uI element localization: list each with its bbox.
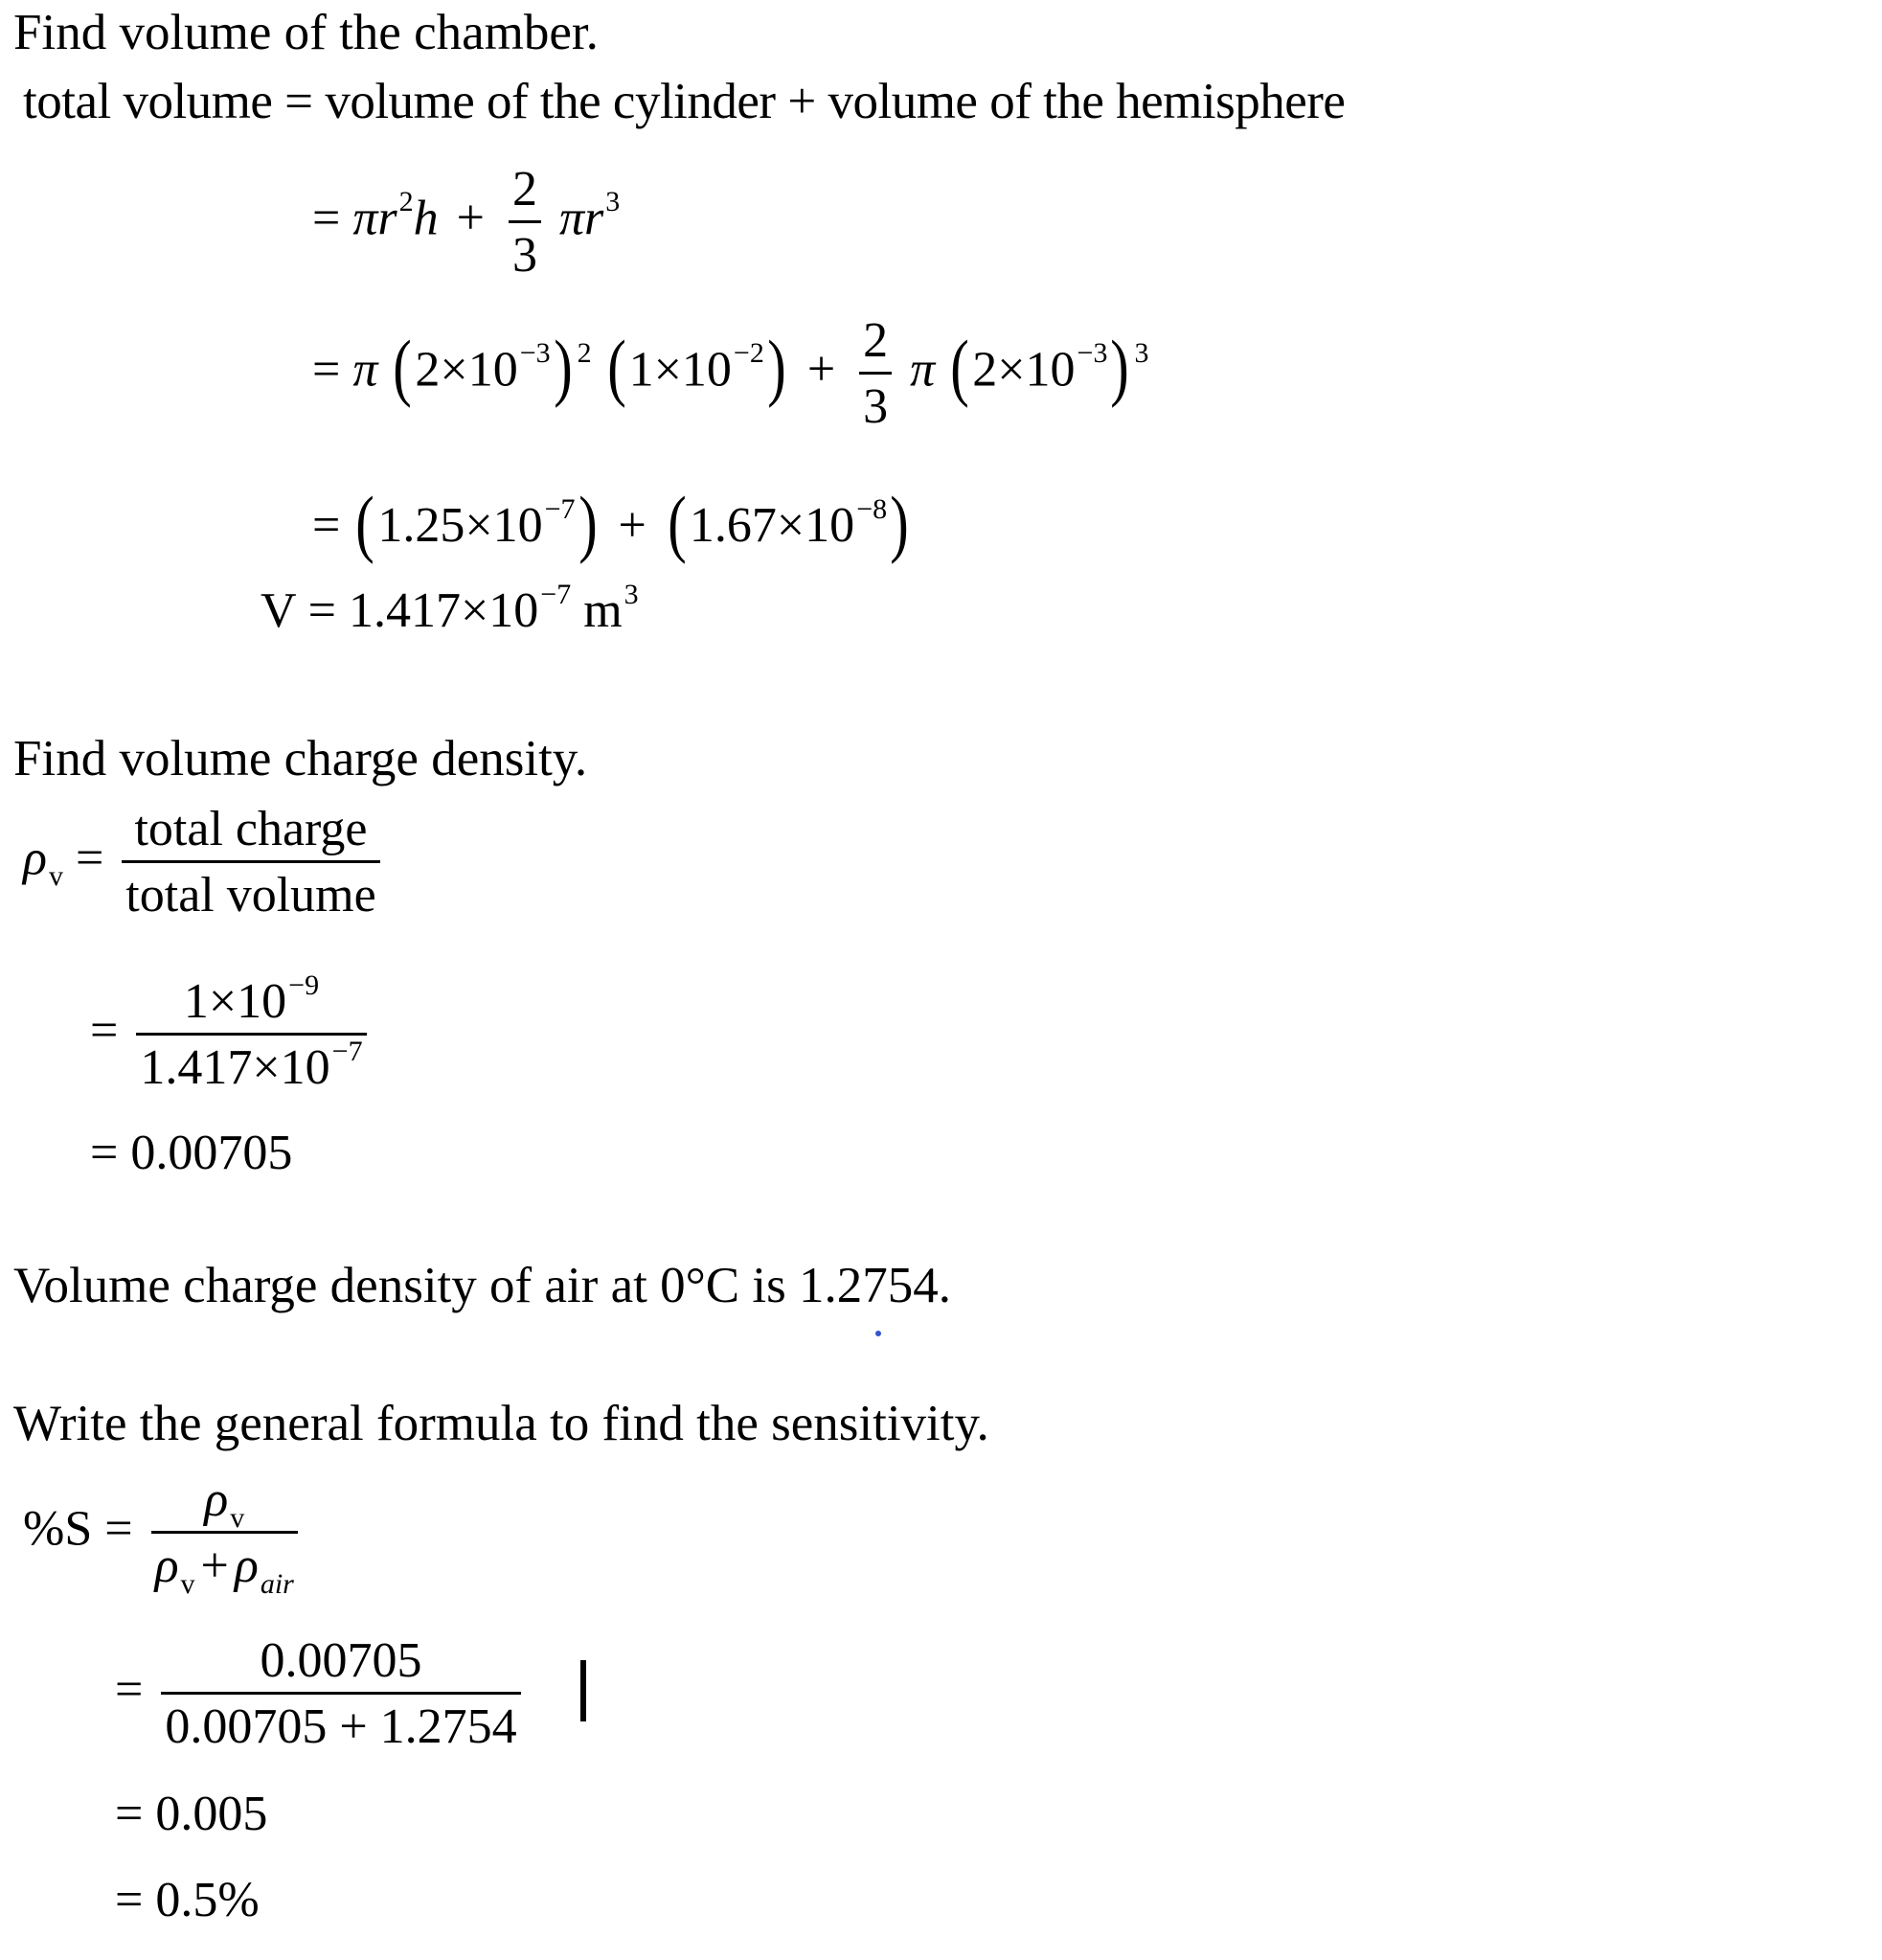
stray-dot: [875, 1331, 881, 1336]
volume-substitution-line: = π $(2\times 10^{-3})$ $^2$ $(1\times 10^{-2})$ + $\frac{2}{3}$ π $(2\times 10^{-3})$ $^3$: [312, 313, 1149, 434]
volume-unit: m: [583, 583, 623, 638]
density-substitution-line: [90, 969, 373, 1095]
density-formula-line: [23, 802, 386, 923]
plus-sign: +: [456, 191, 485, 246]
hemisphere-volume-value: 1.67×10: [689, 498, 855, 553]
sensitivity-definition-fraction: [151, 1472, 298, 1600]
fraction-numerator: 0.00705: [260, 1633, 422, 1688]
equals-sign: =: [312, 191, 341, 246]
exponent: −3: [1077, 337, 1108, 370]
volume-formula-line: [312, 162, 621, 283]
power: 2: [577, 337, 592, 370]
pi-symbol: π: [910, 342, 936, 398]
sensitivity-percent: 0.5%: [155, 1873, 260, 1927]
exponent: −8: [856, 493, 888, 525]
sensitivity-value-fraction: [161, 1633, 520, 1754]
pi-symbol: π: [558, 191, 585, 246]
density-value: 0.00705: [130, 1126, 293, 1180]
height-value: 1×10: [628, 342, 732, 398]
air-text-before: Volume charge density of air at: [13, 1258, 661, 1313]
fraction-two-thirds: [509, 162, 541, 283]
plus-sign: +: [200, 1538, 229, 1593]
total-volume-statement: total volume = volume of the cylinder + volume of the hemisphere: [23, 74, 1346, 129]
plus-sign: +: [618, 498, 646, 553]
density-value-fraction: [136, 969, 366, 1095]
cylinder-volume-value: 1.25×10: [377, 498, 543, 553]
equals-sign: =: [90, 1126, 119, 1180]
rho-subscript: v: [230, 1502, 245, 1534]
sensitivity-percent-line: [115, 1873, 260, 1927]
exponent: −7: [331, 1036, 363, 1067]
fraction-numerator: 2: [511, 162, 537, 217]
volume-value: 1.417×10: [348, 583, 539, 638]
sensitivity-formula-line: [23, 1472, 304, 1600]
charge-value: 1×10: [183, 974, 287, 1029]
fraction-denominator: 0.00705 + 1.2754: [165, 1699, 517, 1754]
equals-sign: =: [90, 1003, 119, 1059]
equals-sign: =: [115, 1873, 144, 1927]
exponent: 2: [398, 186, 414, 218]
pi-symbol: π: [352, 191, 378, 246]
rho-subscript: v: [48, 860, 63, 893]
fraction-denominator: [151, 1534, 298, 1600]
sensitivity-heading: Write the general formula to find the sensitivity.: [13, 1396, 989, 1451]
rho-air-subscript: air: [260, 1568, 294, 1600]
sensitivity-substitution-line: [115, 1633, 527, 1754]
equals-sign: =: [307, 583, 336, 638]
air-temperature: 0°C: [660, 1258, 740, 1313]
exponent: −9: [288, 969, 320, 1001]
fraction-denominator: 3: [863, 379, 889, 434]
unit-exponent: 3: [624, 579, 639, 610]
fraction-numerator: total charge: [134, 802, 368, 856]
equals-sign: =: [115, 1787, 144, 1841]
sensitivity-value: 0.005: [155, 1787, 268, 1841]
equals-sign: =: [312, 342, 341, 398]
volume-variable: V: [261, 583, 296, 638]
rho-symbol: ρ: [204, 1472, 229, 1527]
fraction-denominator: [136, 1036, 366, 1093]
fraction-numerator: [136, 969, 366, 1033]
fraction-denominator: total volume: [125, 868, 376, 923]
fraction-numerator: 2: [863, 313, 889, 368]
volume-value: 1.417×10: [140, 1040, 330, 1095]
equals-sign: =: [75, 831, 104, 886]
air-text-after: is 1.2754.: [739, 1258, 951, 1313]
exponent: −3: [519, 337, 551, 370]
exponent: −7: [540, 579, 572, 610]
fraction-denominator: 3: [511, 228, 537, 283]
radius-variable: r: [377, 191, 397, 246]
sensitivity-variable: %S: [23, 1501, 93, 1557]
equals-sign: =: [115, 1662, 144, 1718]
exponent: −7: [544, 493, 576, 525]
radius-variable: r: [584, 191, 604, 246]
equals-sign: =: [104, 1501, 133, 1557]
rho-subscript: v: [180, 1568, 195, 1600]
chamber-heading: Find volume of the chamber.: [13, 5, 599, 60]
density-heading: Find volume charge density.: [13, 731, 588, 786]
volume-result-line: [261, 579, 639, 638]
fraction-numerator: [151, 1472, 298, 1534]
density-definition-fraction: [122, 802, 379, 923]
exponent: −2: [733, 337, 764, 370]
plus-sign: +: [806, 342, 836, 398]
rho-symbol: ρ: [23, 831, 47, 886]
rho-symbol: ρ: [234, 1538, 259, 1593]
exponent: 3: [605, 186, 621, 218]
power: 3: [1134, 337, 1149, 370]
pi-symbol: π: [352, 342, 378, 398]
equals-sign: =: [312, 498, 341, 553]
radius-value: 2×10: [972, 342, 1076, 398]
text-cursor: [580, 1660, 586, 1721]
rho-symbol: ρ: [154, 1538, 179, 1593]
fraction-two-thirds: [859, 313, 892, 434]
density-result-line: [90, 1128, 292, 1178]
air-density-statement: [13, 1258, 951, 1313]
height-variable: h: [413, 191, 439, 246]
sensitivity-result-line: [115, 1789, 267, 1839]
radius-value: 2×10: [415, 342, 518, 398]
volume-partial-sum-line: = $(1.25\times 10^{-7}) + (1.67\times 10^{-8})$: [312, 481, 909, 564]
